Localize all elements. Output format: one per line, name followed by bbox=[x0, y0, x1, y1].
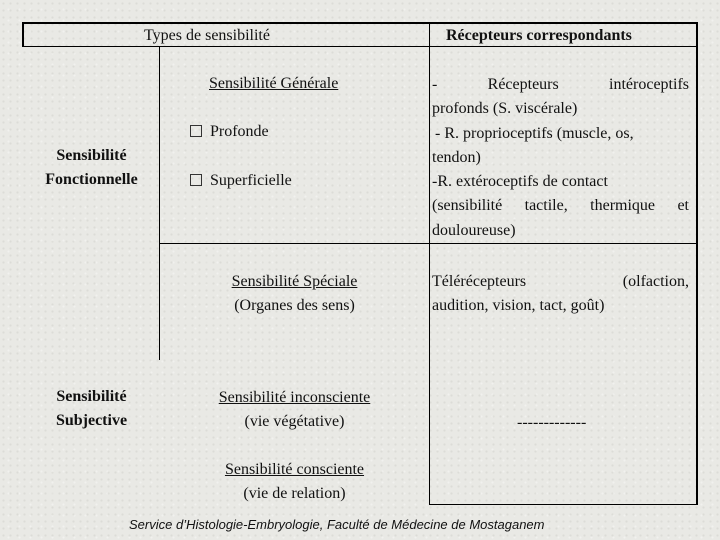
sensibilite-speciale-title: Sensibilité Spéciale bbox=[231, 273, 358, 290]
item-profonde bbox=[190, 120, 269, 144]
table-right-border bbox=[696, 22, 698, 505]
recepteurs-line: - R. proprioceptifs (muscle, os, bbox=[435, 124, 634, 142]
sensibilite-generale: Sensibilité Générale bbox=[209, 75, 339, 92]
checkbox-icon bbox=[190, 174, 202, 186]
table-left-border bbox=[22, 22, 24, 46]
recepteurs-line: -R. extéroceptifs de contact bbox=[432, 173, 608, 191]
recepteurs-subjective-dashes: ------------- bbox=[517, 414, 587, 431]
sensibilite-consciente-sub: (vie de relation) bbox=[243, 485, 346, 502]
sensibilite-speciale-sub: (Organes des sens) bbox=[234, 297, 355, 314]
sensibilite-speciale bbox=[160, 270, 429, 318]
sensibilite-inconsciente-title: Sensibilité inconsciente bbox=[218, 389, 371, 406]
recepteurs-line: profonds (S. viscérale) bbox=[432, 100, 578, 118]
label-fonctionnelle-line2: Fonctionnelle bbox=[45, 171, 138, 188]
recepteurs-line: douloureuse) bbox=[432, 221, 516, 239]
item-profonde-label: Profonde bbox=[210, 123, 269, 140]
label-fonctionnelle bbox=[24, 144, 159, 192]
header-types: Types de sensibilité bbox=[144, 27, 270, 44]
recepteurs-line: (sensibilité tactile, thermique et bbox=[432, 197, 689, 215]
recepteurs-generale bbox=[432, 73, 689, 243]
item-superficielle-label: Superficielle bbox=[210, 172, 292, 189]
table-bottom-border bbox=[429, 504, 698, 505]
sensibilite-consciente-title: Sensibilité consciente bbox=[224, 461, 365, 478]
column-divider-2 bbox=[429, 22, 430, 505]
footer-credit: Service d’Histologie-Embryologie, Faculté de Médecine de Mostaganem bbox=[129, 517, 545, 532]
label-subjective-line2: Subjective bbox=[55, 412, 128, 429]
sensibilite-inconsciente-sub: (vie végétative) bbox=[244, 413, 345, 430]
sensibilite-consciente bbox=[160, 458, 429, 506]
header-recepteurs: Récepteurs correspondants bbox=[446, 27, 632, 44]
recepteurs-speciale-line: audition, vision, tact, goût) bbox=[432, 297, 605, 314]
recepteurs-speciale-line: Télérécepteurs (olfaction, bbox=[432, 273, 689, 290]
recepteurs-line: - Récepteurs intéroceptifs bbox=[432, 76, 689, 93]
row-divider-generale bbox=[159, 243, 696, 244]
checkbox-icon bbox=[190, 125, 202, 137]
item-superficielle bbox=[190, 169, 292, 193]
sensibilite-inconsciente bbox=[160, 386, 429, 434]
label-fonctionnelle-line1: Sensibilité bbox=[56, 147, 127, 164]
recepteurs-line: tendon) bbox=[432, 148, 481, 166]
label-subjective-line1: Sensibilité bbox=[56, 388, 127, 405]
label-subjective bbox=[24, 385, 159, 433]
recepteurs-speciale bbox=[432, 270, 689, 318]
